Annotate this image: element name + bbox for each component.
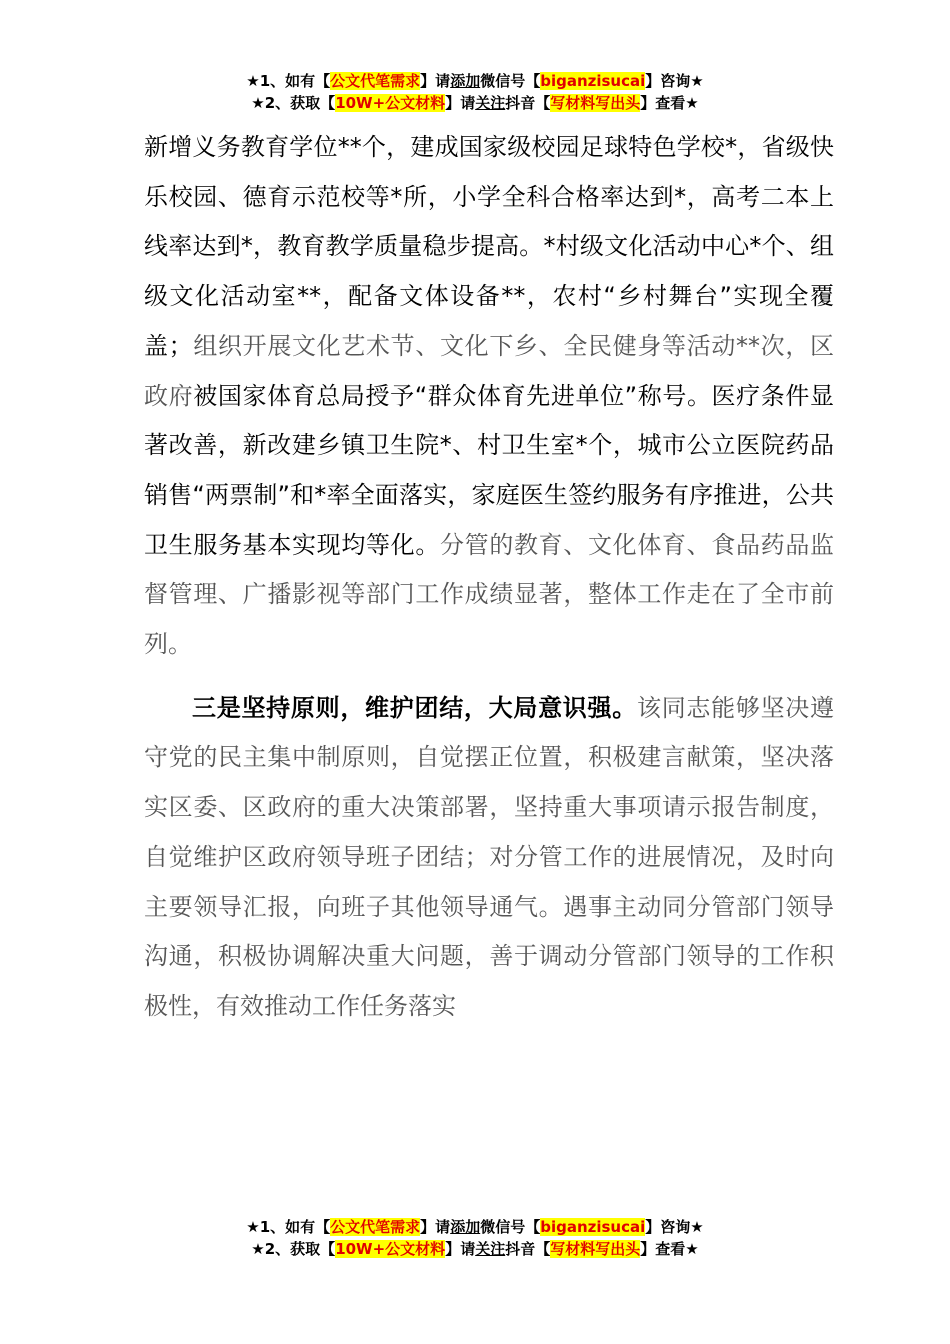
paragraph-1 bbox=[144, 123, 834, 670]
banner-text: 】请 bbox=[445, 1240, 476, 1258]
banner-text: ★1、如有【 bbox=[246, 72, 331, 90]
banner-text: 】请 bbox=[420, 1218, 451, 1236]
banner-underline: 关注 bbox=[475, 1240, 506, 1258]
footer-banner bbox=[0, 1216, 950, 1260]
banner-text: 】咨询★ bbox=[645, 1218, 704, 1236]
paragraph-text: 新增义务教育学位**个，建成国家级校园足球特色学校*，省级快乐校园、德育示范校等*所，小学全科合格率达到*，高考二本上线率达到*，教育教学质量稳步提高。*村级文化活动中心*个、组级文化活动室**，配备文体设备**，农村“乡村舞台”实现全覆盖； bbox=[144, 133, 834, 360]
banner-highlight: 公文代笔需求 bbox=[330, 1218, 421, 1236]
banner-highlight: 公文代笔需求 bbox=[330, 72, 421, 90]
header-banner bbox=[0, 70, 950, 114]
banner-line-2 bbox=[0, 92, 950, 114]
banner-text: 微信号【 bbox=[480, 72, 541, 90]
banner-highlight: 10W+公文材料 bbox=[335, 1240, 446, 1258]
banner-line-1 bbox=[0, 70, 950, 92]
paragraph-2 bbox=[144, 684, 834, 1032]
banner-underline: 添加 bbox=[450, 72, 481, 90]
paragraph-text-gray: 该同志能够坚决遵守党的民主集中制原则，自觉摆正位置，积极建言献策，坚决落实区委、区政府的重大决策部署，坚持重大事项请示报告制度，自觉维护区政府领导班子团结；对分管工作的进展情况，及时向主要领导汇报，向班子其他领导通气。遇事主动同分管部门领导沟通，积极协调解决重大问题，善于调动分管部门领导的工作积极性，有效推动工作任务落实 bbox=[144, 693, 835, 1020]
banner-text: 】请 bbox=[420, 72, 451, 90]
banner-text: 】查看★ bbox=[640, 1240, 699, 1258]
banner-text: 抖音【 bbox=[505, 1240, 551, 1258]
paragraph-text-gray: 分管的教育、文化体育、食品药品监督管理、广播影视等部门工作成绩显著，整体工作走在了全市前列。 bbox=[144, 530, 834, 659]
banner-text: 微信号【 bbox=[480, 1218, 541, 1236]
paragraph-text: 被国家体育总局授予“群众体育先进单位”称号。医疗条件显著改善，新改建乡镇卫生院*、村卫生室*个，城市公立医院药品销售“两票制”和*率全面落实，家庭医生签约服务有序推进，公共卫生服务基本实现均等化。 bbox=[144, 381, 835, 559]
paragraph-text-gray: 组织开展文化艺术节、文化下乡、全民健身等活动**次，区政府 bbox=[144, 331, 835, 410]
banner-text: 】咨询★ bbox=[645, 72, 704, 90]
banner-highlight: 写材料写出头 bbox=[550, 1240, 641, 1258]
banner-text: ★2、获取【 bbox=[251, 1240, 336, 1258]
banner-wechat-id: biganzisucai bbox=[540, 1218, 646, 1236]
banner-highlight: 写材料写出头 bbox=[550, 94, 641, 112]
banner-text: 】请 bbox=[445, 94, 476, 112]
banner-text: ★2、获取【 bbox=[251, 94, 336, 112]
banner-text: 】查看★ bbox=[640, 94, 699, 112]
banner-underline: 关注 bbox=[475, 94, 506, 112]
document-body bbox=[144, 123, 834, 1032]
banner-line-1 bbox=[0, 1216, 950, 1238]
banner-underline: 添加 bbox=[450, 1218, 481, 1236]
section-heading: 三是坚持原则，维护团结，大局意识强。 bbox=[192, 693, 637, 722]
banner-wechat-id: biganzisucai bbox=[540, 72, 646, 90]
banner-text: ★1、如有【 bbox=[246, 1218, 331, 1236]
banner-highlight: 10W+公文材料 bbox=[335, 94, 446, 112]
banner-text: 抖音【 bbox=[505, 94, 551, 112]
banner-line-2 bbox=[0, 1238, 950, 1260]
